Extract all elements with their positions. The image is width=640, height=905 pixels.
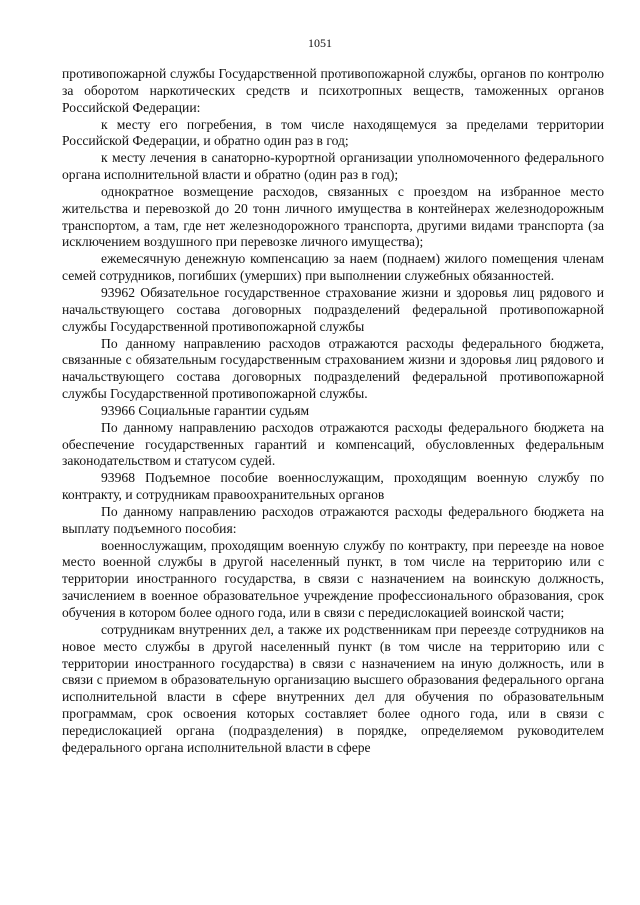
document-body xyxy=(62,66,604,757)
paragraph-relocation-expenses: однократное возмещение расходов, связанных с проездом на избранное место жительства и перевозкой до 20 тонн личного имущества в контейнерах железнодорожным транспортом, а там, где нет железнодорожного транспорта, другими видами транспорта (за исключением воздушного при перевозке личного имущества); xyxy=(62,183,604,250)
section-heading-93968: 93968 Подъемное пособие военнослужащим, проходящим военную службу по контракту, и сотрудникам правоохранительных органов xyxy=(62,470,604,503)
section-heading-93966: 93966 Социальные гарантии судьям xyxy=(101,402,310,418)
paragraph-housing-compensation: ежемесячную денежную компенсацию за наем (поднаем) жилого помещения членам семей сотрудников, погибших (умерших) при выполнении служебных обязанностей. xyxy=(62,251,604,284)
paragraph-93966-description: По данному направлению расходов отражаются расходы федерального бюджета на обеспечение государственных гарантий и компенсаций, обусловленных федеральным законодательством и статусом судей. xyxy=(62,419,604,469)
page-number: 1051 xyxy=(308,36,332,50)
paragraph-burial-travel: к месту его погребения, в том числе находящемуся за пределами территории Российской Федерации, и обратно один раз в год; xyxy=(62,116,604,149)
paragraph-military-personnel: военнослужащим, проходящим военную службу по контракту, при переезде на новое место военной службы в другой населенный пункт, в том числе на территорию или с территории иностранного государства, в связи с назначением на воинскую должность, зачислением в военное образовательное учреждение профессионального образования, срок обучения в котором более одного года, или в связи с передислокацией воинской части; xyxy=(62,537,604,620)
paragraph-93968-description: По данному направлению расходов отражаются расходы федерального бюджета на выплату подъемного пособия: xyxy=(62,503,604,536)
section-heading-93962: 93962 Обязательное государственное страхование жизни и здоровья лиц рядового и начальствующего состава договорных подразделений федеральной противопожарной службы Государственной противопожарной службы xyxy=(62,284,604,334)
paragraph-continuation: противопожарной службы Государственной противопожарной службы, органов по контролю за оборотом наркотических средств и психотропных веществ, таможенных органов Российской Федерации: xyxy=(62,66,604,115)
paragraph-internal-affairs: сотрудникам внутренних дел, а также их родственникам при переезде сотрудников на новое место службы в другой населенный пункт (в том числе на территорию или с территории иностранного государства) в связи с назначением на иную должность, или в связи с приемом в образовательную организацию высшего образования федерального органа исполнительной власти в сфере внутренних дел для обучения по образовательным программам, срок освоения которых составляет более одного года, или в связи с передислокацией органа (подразделения) в порядке, определяемом руководителем федерального органа исполнительной власти в сфере xyxy=(62,621,604,755)
paragraph-sanatorium-travel: к месту лечения в санаторно-курортной организации уполномоченного федерального органа исполнительной власти и обратно (один раз в год); xyxy=(62,150,604,183)
paragraph-93962-description: По данному направлению расходов отражаются расходы федерального бюджета, связанные с обязательным государственным страхованием жизни и здоровья лиц рядового и начальствующего состава договорных подразделений федеральной противопожарной службы Государственной противопожарной службы. xyxy=(62,335,604,402)
